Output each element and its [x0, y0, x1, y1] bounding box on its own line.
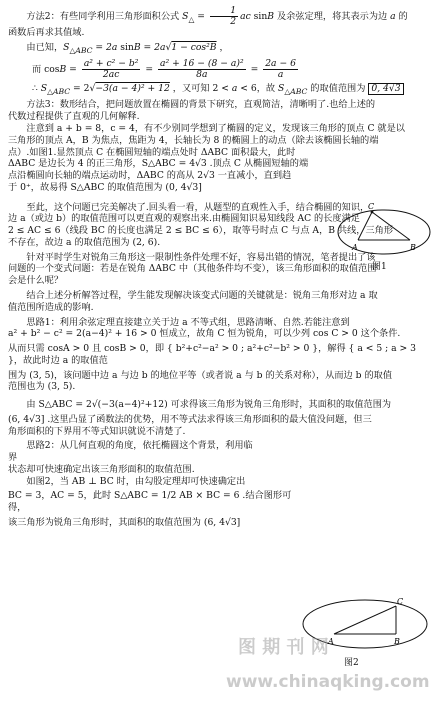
line-17: 不存在，故边 a 的取值范围为 (2, 6). — [8, 236, 161, 248]
figure-1-ellipse — [334, 200, 434, 260]
line-11: ΔABC 是边长为 4 的正三角形，S△ABC = 4√3 .顶点 C 从椭圆短轴的端 — [8, 158, 309, 170]
line-9: 三角形的顶点 A，B 为焦点，焦距为 4，长轴长为 8 的椭圆上的动点（除去该椭圆长轴的端 — [8, 134, 379, 146]
figure-1-caption: 图1 — [372, 262, 387, 272]
line-26: 围为 (3, 5)，该问题中边 a 与边 b 的地位平等（或者说 a 与 b 的关系对称），从而边 b 的取值 — [8, 369, 393, 381]
line-21: 结合上述分析解答过程，学生能发现解决该变式问题的关键就是：锐角三角形对边 a 取 — [26, 289, 378, 301]
line-23: 思路1：利用余弦定理直接建立关于边 a 不等式组，思路清晰、自然.若能注意到 — [26, 316, 350, 328]
line-31: 思路2：从几何直观的角度，依托椭圆这个背景，利用临界 — [8, 440, 253, 464]
label-a-2: A — [328, 637, 334, 646]
line-34: BC = 3，AC = 5，此时 S△ABC = 1/2 AB × BC = 6 .结合图形可得， — [8, 490, 292, 514]
segment-ac-2 — [334, 606, 396, 634]
watermark-title: 图 期 刊 网 — [238, 637, 329, 658]
line-27: 范围也为 (3, 5). — [8, 381, 76, 393]
line-5: ∴ $S_{\triangle ABC} = 2√-3(a - 4)^2 + 12$ ，又可知 2 < a < 6，故 $S_{\triangle ABC}$ 的取值范围为 0, 4√3 — [6, 83, 434, 97]
line-3: 由已知，$S_{\triangle ABC} = 2a$ sinB = 2a√1 − cos²B ， — [26, 41, 229, 55]
figure-1-svg — [334, 200, 434, 260]
line-25: 从而只需 cosA > 0 且 cosB > 0，即 { b²+c²−a² > 0 ; a²+c²−b² > 0 }，解得 { a < 5 ; a > 3 }，故此时边 a 的取值范 — [8, 343, 416, 366]
line-32: 状态却可快速确定出该三角形面积的取值范围. — [8, 463, 195, 475]
label-c: C — [368, 202, 375, 211]
line-33: 如图2，当 AB ⊥ BC 时，由勾股定理却可快速确定出 — [26, 475, 246, 487]
line-10: 点）.如图1.显然顶点 C 在椭圆短轴的端点处时 ΔABC 面积最大，此时 — [8, 146, 296, 158]
segment-ac — [358, 212, 372, 240]
label-b-2: B — [394, 637, 400, 646]
line-8: 注意到 a + b = 8，c = 4，有不少别同学想到了椭圆的定义，发现该三角形的顶点 C 就是以 — [26, 123, 405, 135]
line-1: 方法2：有些同学利用三角形面积公式 $S_\triangle$ = $\frac{1}{2}$ ac sinB 及余弦定理，将其表示为边 a 的 — [26, 5, 408, 28]
line-22: 值范围所造成的影响. — [8, 301, 94, 313]
line-12: 点沿椭圆向长轴的端点运动时，ΔABC 的高从 2√3 一直减小，直到趋 — [8, 170, 292, 182]
line-16: 2 ≤ AC ≤ 6（线段 BC 的长度也满足 2 ≤ BC ≤ 6），取等号时点 C 与点 A，B 共线，三角形 — [8, 225, 394, 237]
line-18: 针对平时学生对锐角三角形这一限制性条件处理不好，容易出错的情况，笔者提出了该 — [26, 251, 376, 263]
segment-bc — [372, 212, 410, 240]
line-30: 角形面积的下界用不等式知识就说不清楚了. — [8, 425, 186, 437]
line-14: 至此，这个问题已完美解决了.回头看一看，从题型的直观性入手，结合椭圆的知识， — [26, 201, 370, 213]
line-6: 方法3：数形结合，把问题放置在椭圆的背景下研究，直观简洁，清晰明了.也给上述的 — [26, 99, 376, 111]
figure-2-caption: 图2 — [344, 658, 359, 668]
line-29: (6, 4√3] .这里凸显了函数法的优势，用不等式法求得该三角形面积的最大值没问题，但三 — [8, 413, 372, 425]
line-35: 该三角形为锐角三角形时，其面积的取值范围为 (6, 4√3] — [8, 516, 241, 528]
label-c-2: C — [397, 597, 404, 606]
label-a: A — [352, 243, 358, 252]
line-28: 由 S△ABC = 2√(−3(a−4)²+12) 可求得该三角形为锐角三角形时，其面积的取值范围为 — [26, 399, 392, 411]
line-19: 问题的一个变式问题：若是在锐角 ΔABC 中（其他条件均不变），该三角形面积的取值范围 — [8, 263, 377, 275]
label-b: B — [410, 243, 416, 252]
line-7: 代数过程提供了直观的几何解释. — [8, 111, 140, 123]
line-4: 而 cosB = $\frac{\text{a² + c² − b²}}{2ac}$ = $\frac{\text{a² + 16 − (8 − a)²}}{8a}$ = $\frac{2a - 6}{a}$ — [32, 57, 296, 80]
document-page — [6, 4, 434, 529]
line-24: a² + b² − c² = 2(a−4)² + 16 > 0 恒成立，故角 C 恒为锐角，可以少列 cos C > 0 这个条件. — [8, 328, 401, 340]
line-20: 会是什么呢？ — [8, 275, 64, 287]
point-c — [371, 211, 374, 214]
watermark-url: www.chinaqking.com — [226, 672, 430, 692]
line-15: 边 a（或边 b）的取值范围可以更直观的观察出来.由椭圆知识易知线段 AC 的长度满足 — [8, 213, 360, 225]
line-13: 于 0⁺，故易得 S△ABC 的取值范围为 (0, 4√3] — [8, 181, 202, 193]
line-2: 函数后再求其值域. — [8, 27, 85, 39]
